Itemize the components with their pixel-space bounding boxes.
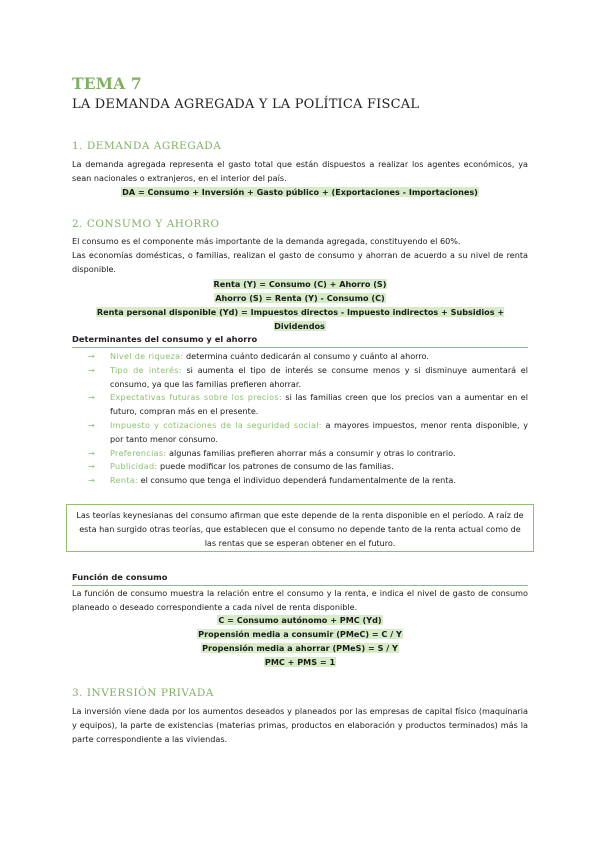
list-item-term: Impuesto y cotizaciones de la seguridad social:	[110, 419, 322, 430]
list-item-text: puede modificar los patrones de consumo de las familias.	[157, 461, 394, 472]
arrow-right-icon: →	[88, 419, 95, 430]
list-item	[88, 474, 528, 488]
list-item-text: si aumenta el tipo de interés se consume menos y si disminuye aumentará el consumo, ya que las familias prefieren ahorrar.	[110, 364, 528, 389]
arrow-right-icon: →	[88, 461, 95, 472]
list-item-text: el consumo que tenga el individuo dependerá fundamentalmente de la renta.	[138, 475, 456, 486]
formula-pmec: Propensión media a consumir (PMeC) = C / Y	[198, 629, 402, 639]
formula-line	[72, 628, 528, 642]
list-item-term: Nivel de riqueza:	[110, 351, 184, 361]
paragraph-inversion-privada: La inversión viene dada por los aumentos deseados y planeados por las empresas de capital físico (maquinaria y equipos), la parte de existencias (materias primas, productos en elaboración y productos terminados) más la parte correspondiente a las viviendas.	[72, 706, 528, 744]
formula-da: DA = Consumo + Inversión + Gasto público + (Exportaciones - Importaciones)	[122, 187, 478, 197]
paragraph-consumo-1: El consumo es el componente más importante de la demanda agregada, constituyendo el 60%.	[72, 236, 461, 246]
keynesian-theory-box: Las teorías keynesianas del consumo afirman que este depende de la renta disponible en el período. A raíz de esta han surgido otras teorías, que establecen que el consumo no depende tanto de la renta actual como de las rentas que se esperan obtener en el futuro.	[66, 504, 534, 552]
formula-line	[72, 642, 528, 656]
formula-ahorro: Ahorro (S) = Renta (Y) - Consumo (C)	[215, 293, 385, 303]
list-item-term: Preferencias:	[110, 447, 167, 458]
list-item	[88, 364, 528, 392]
paragraph-consumo-2: Las economías domésticas, o familias, realizan el gasto de consumo y ahorran de acuerdo a su nivel de renta disponible.	[72, 250, 528, 274]
subsection-title-determinantes: Determinantes del consumo y el ahorro	[72, 334, 528, 348]
list-item	[88, 350, 528, 364]
list-item-term: Expectativas futuras sobre los precios:	[110, 392, 282, 403]
document-title: LA DEMANDA AGREGADA Y LA POLÍTICA FISCAL	[72, 97, 420, 112]
formula-line	[72, 186, 528, 200]
list-item-text: si las familias creen que los precios van a aumentar en el futuro, compran más en el presente.	[110, 392, 528, 417]
arrow-right-icon: →	[88, 392, 95, 403]
formula-line	[72, 614, 528, 628]
arrow-right-icon: →	[88, 364, 95, 375]
list-item-term: Publicidad:	[110, 461, 158, 472]
topic-number: TEMA 7	[72, 74, 142, 93]
formula-line	[72, 278, 528, 292]
subsection-title-funcion-consumo: Función de consumo	[72, 572, 528, 586]
paragraph-funcion-consumo: La función de consumo muestra la relación entre el consumo y la renta, e indica el nivel de gasto de consumo planeado o deseado correspondiente a cada nivel de renta disponible.	[72, 588, 528, 612]
formula-pmc-pms: PMC + PMS = 1	[264, 657, 336, 667]
list-item-term: Renta:	[110, 475, 139, 486]
list-item-text: determina cuánto dedicarán al consumo y cuánto al ahorro.	[183, 351, 429, 361]
section-title-inversion-privada: 3. INVERSIÓN PRIVADA	[72, 687, 214, 699]
formula-consumo: C = Consumo autónomo + PMC (Yd)	[218, 615, 382, 625]
list-item-text: a mayores impuestos, menor renta disponible, y por tanto menor consumo.	[110, 419, 528, 444]
formula-renta: Renta (Y) = Consumo (C) + Ahorro (S)	[213, 279, 387, 289]
list-item	[88, 419, 528, 447]
arrow-right-icon: →	[88, 475, 95, 486]
arrow-right-icon: →	[88, 351, 95, 361]
list-item	[88, 460, 528, 474]
formula-line	[72, 656, 528, 670]
paragraph-demanda-agregada: La demanda agregada representa el gasto total que están dispuestos a realizar los agentes económicos, ya sean nacionales o extranjeros, en el interior del país.	[72, 159, 528, 183]
list-item-term: Tipo de interés:	[110, 364, 182, 375]
formula-renta-disponible: Renta personal disponible (Yd) = Impuestos directos - Impuesto indirectos + Subsidios + Dividendos	[96, 307, 505, 331]
list-item	[88, 391, 528, 419]
formula-line	[72, 306, 528, 334]
formula-pmes: Propensión media a ahorrar (PMeS) = S / Y	[202, 643, 398, 653]
section-title-demanda-agregada: 1. DEMANDA AGREGADA	[72, 140, 222, 152]
arrow-right-icon: →	[88, 447, 95, 458]
formula-line	[72, 292, 528, 306]
section-title-consumo-ahorro: 2. CONSUMO Y AHORRO	[72, 218, 220, 230]
determinants-list	[88, 350, 528, 488]
list-item-text: algunas familias prefieren ahorrar más a consumir y otras lo contrario.	[166, 447, 456, 458]
list-item	[88, 447, 528, 461]
